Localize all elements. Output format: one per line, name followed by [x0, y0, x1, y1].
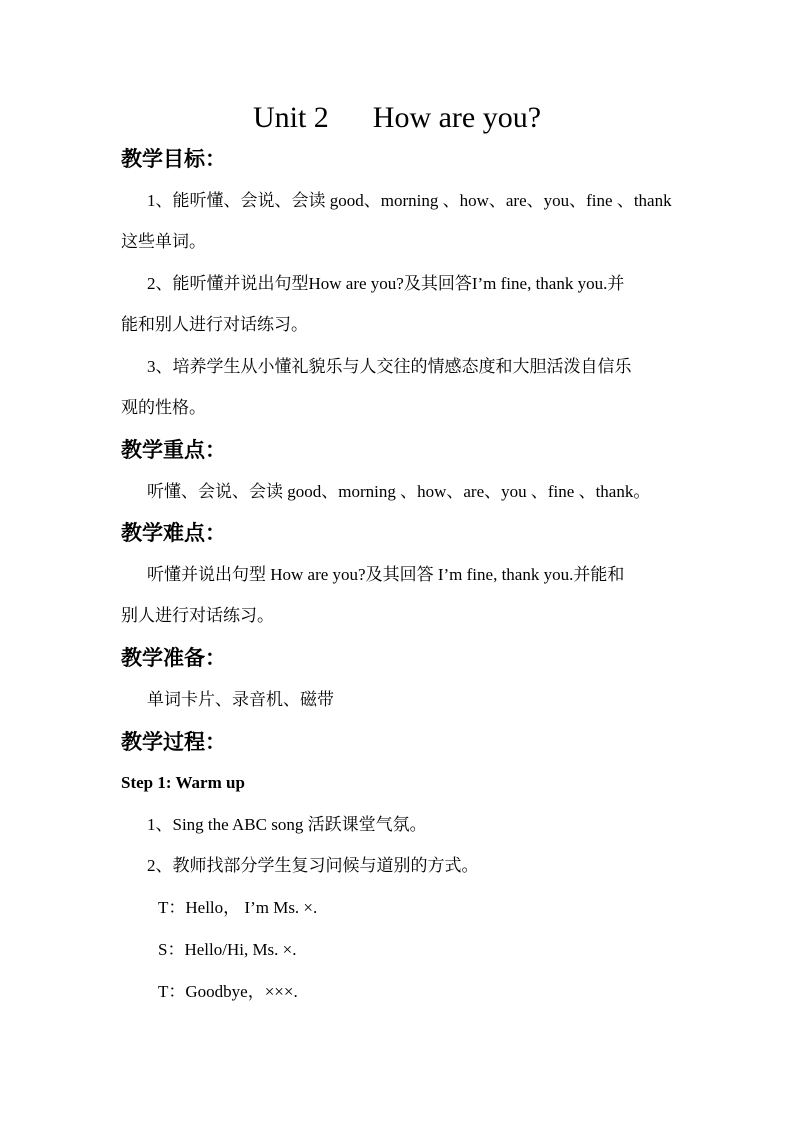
difficulties-heading: 教学难点：	[121, 521, 226, 545]
key-points-text: 听懂、会说、会读 good、morning 、how、are、you 、fine 、thank。	[147, 482, 651, 501]
objective-item-1-line-2: 这些单词。	[121, 232, 206, 251]
objective-item-3-line-2: 观的性格。	[121, 398, 206, 417]
objective-item-2-line-1: 2、能听懂并说出句型How are you?及其回答I’m fine, thank you.并	[147, 274, 625, 293]
objective-item-2-line-2: 能和别人进行对话练习。	[121, 315, 308, 334]
dialog-line-3: T：Goodbye，×××.	[158, 982, 298, 1001]
dialog-line-1: T：Hello， I’m Ms. ×.	[158, 898, 318, 917]
process-heading: 教学过程：	[121, 730, 226, 754]
process-item-1: 1、Sing the ABC song 活跃课堂气氛。	[147, 815, 427, 834]
unit-number: Unit 2	[252, 101, 329, 134]
process-item-2: 2、教师找部分学生复习问候与道别的方式。	[147, 856, 479, 875]
objective-item-1-line-1: 1、能听懂、会说、会读 good、morning 、how、are、you、fine 、thank	[147, 191, 672, 210]
preparation-text: 单词卡片、录音机、磁带	[147, 690, 334, 709]
preparation-heading: 教学准备：	[121, 646, 226, 670]
dialog-line-2: S：Hello/Hi, Ms. ×.	[158, 940, 297, 959]
key-points-heading: 教学重点：	[121, 438, 226, 462]
difficulties-line-1: 听懂并说出句型 How are you?及其回答 I’m fine, thank you.并能和	[147, 565, 625, 584]
step-1-title: Step 1: Warm up	[121, 773, 245, 792]
page-title	[0, 98, 794, 138]
objective-item-3-line-1: 3、培养学生从小懂礼貌乐与人交往的情感态度和大胆活泼自信乐	[147, 357, 632, 376]
unit-name: How are you?	[372, 101, 542, 134]
difficulties-line-2: 别人进行对话练习。	[121, 606, 274, 625]
objectives-heading: 教学目标：	[121, 147, 226, 171]
